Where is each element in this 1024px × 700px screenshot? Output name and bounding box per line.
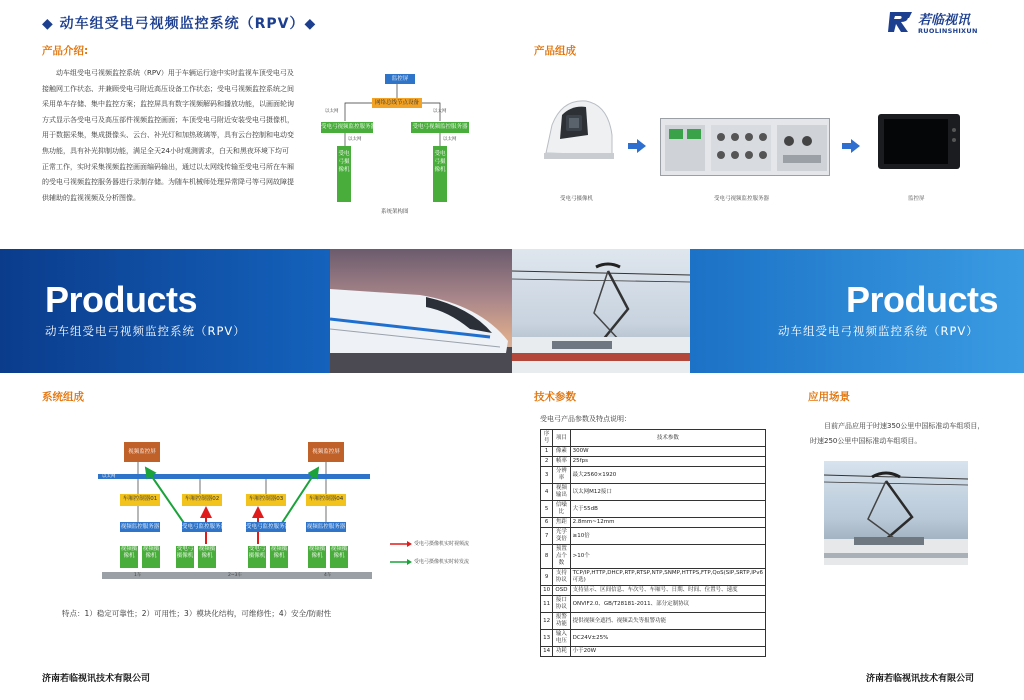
banner-left-title: Products: [45, 279, 198, 320]
legend-red-label: 受电弓摄像机实时视频流: [414, 541, 470, 547]
spec-index-cell: 5: [541, 501, 553, 518]
spec-index-cell: 9: [541, 569, 553, 586]
table-row: [541, 528, 766, 545]
pantograph-roof-icon: [824, 461, 968, 565]
spec-value-cell: >10个: [570, 545, 765, 569]
banner-right-title: Products: [846, 279, 999, 320]
spec-index-cell: 3: [541, 467, 553, 484]
monitor-button-icon: [952, 128, 956, 132]
company-logo: [888, 8, 992, 38]
arch-caption: 系统架构图: [381, 209, 409, 215]
monitor-screen-display: [884, 119, 948, 164]
table-header-cell: 序号: [541, 430, 553, 447]
server-label: 受电弓视频监控服务器: [714, 196, 770, 202]
arch-link-label: 以太网: [325, 109, 339, 114]
spec-index-cell: 12: [541, 613, 553, 630]
page-title: ◆ 动车组受电弓视频监控系统（RPV）◆: [42, 16, 317, 32]
scenario-photo: [824, 461, 968, 565]
spec-item-cell: 支持协议: [553, 569, 570, 586]
spec-index-cell: 2: [541, 457, 553, 467]
spec-index-cell: 14: [541, 647, 553, 657]
camera-box: 受电弓摄像机: [248, 546, 266, 568]
architecture-diagram: [315, 66, 485, 216]
spec-index-cell: 13: [541, 630, 553, 647]
logo-mark-icon: [888, 8, 914, 36]
table-row: [541, 569, 766, 586]
table-row: [541, 501, 766, 518]
system-heading: 系统组成: [42, 391, 84, 403]
car-label: 1车: [134, 573, 142, 578]
camera-box: 视频摄像机: [270, 546, 288, 568]
server-device-image: [660, 118, 830, 176]
pantograph-server-02: 受电弓监控服务器: [182, 524, 227, 530]
arch-link-label: 以太网: [443, 137, 457, 142]
spec-item-cell: 功耗: [553, 647, 570, 657]
train-photo: [330, 249, 512, 373]
spec-value-cell: 最大2560×1920: [570, 467, 765, 484]
spec-item-cell: 焦距: [553, 518, 570, 528]
legend-green-label: 受电弓摄像机实时转发流: [414, 559, 470, 565]
monitor-screen-image: [878, 114, 960, 169]
composition-heading: 产品组成: [534, 45, 576, 57]
spec-item-cell: 接口协议: [553, 596, 570, 613]
spec-index-cell: 8: [541, 545, 553, 569]
table-row: [541, 457, 766, 467]
arrow-right-icon: [842, 139, 860, 153]
spec-index-cell: 11: [541, 596, 553, 613]
table-header-row: [541, 430, 766, 447]
table-row: [541, 484, 766, 501]
footer-company-right: 济南若临视讯技术有限公司: [866, 674, 975, 684]
arch-server-right-box: 受电弓视频监控服务器: [411, 122, 469, 133]
arch-switch-box: 网络总线节点设备: [372, 98, 422, 108]
banner-right-subtitle: 动车组受电弓视频监控系统（RPV）: [778, 324, 979, 338]
car-controller-03: 车厢控制器03: [246, 494, 286, 506]
spec-item-cell: 预置点个数: [553, 545, 570, 569]
camera-box: 视频摄像机: [120, 546, 138, 568]
spec-value-cell: ≥10倍: [570, 528, 765, 545]
table-row: [541, 467, 766, 484]
screen-label: 监控屏: [908, 196, 925, 202]
spec-item-cell: OSD: [553, 586, 570, 596]
intro-heading: 产品介绍:: [42, 45, 89, 57]
spec-value-cell: 2.8mm~12mm: [570, 518, 765, 528]
scenario-text: 目前产品应用于时速350公里中国标准动车组项目，时速250公里中国标准动车组项目。: [810, 422, 985, 445]
spec-index-cell: 7: [541, 528, 553, 545]
video-server-04: 视频监控服务器: [306, 524, 346, 530]
camera-box: 受电弓摄像机: [176, 546, 194, 568]
video-server-01: 视频监控服务器: [120, 524, 160, 530]
camera-box: 视频摄像机: [308, 546, 326, 568]
bullet-train-icon: [330, 249, 512, 373]
car-controller-04: 车厢控制器04: [306, 494, 346, 506]
table-row: [541, 545, 766, 569]
intro-text: 动车组受电弓视频监控系统（RPV）用于车辆运行途中实时监视车顶受电弓及接触网工作状态、并兼顾受电弓附近高压设备工作状态；受电弓视频监控系统之间采用单车存储、集中监控方案；监控屏具有数字视频解码和播放功能，以画面轮询方式显示各受电弓及高压部件视频监控画面；车顶受电弓附近安装受电弓摄像机，用于数据采集，集成摄像头、云台、补光灯和加热玻璃等，具有云台控制和电动变焦功能，具有补光抑制功能，满足全天24小时观测需求，白天和黑夜环境下均可正常工作，实时采集视频监控画面编码输出，通过以太网线传输至受电弓所在车厢的受电弓视频监控服务器进行录制存储。为随车机械师处理异常降弓等弓网故障提供辅助的监视视频及分析图像。: [42, 69, 294, 202]
specs-subtitle: 受电弓产品参数及特点说明：: [540, 415, 631, 423]
table-row: [541, 613, 766, 630]
spec-item-cell: 分辨率: [553, 467, 570, 484]
car-label: 2~3车: [228, 573, 242, 578]
table-row: [541, 647, 766, 657]
logo-text-en: RUOLINSHIXUN: [918, 27, 978, 35]
table-header-cell: 技术参数: [570, 430, 765, 447]
system-diagram: [98, 438, 378, 583]
spec-value-cell: 大于55dB: [570, 501, 765, 518]
spec-value-cell: TCP/IP,HTTP,DHCP,RTP,RTSP,NTP,SNMP,HTTPS,FTP,QoS(SIP,SRTP,IPv6可选): [570, 569, 765, 586]
spec-value-cell: 以太网M12接口: [570, 484, 765, 501]
arch-camera-left-box: 受电弓摄像机: [337, 146, 351, 202]
arch-camera-right-box: 受电弓摄像机: [433, 146, 447, 202]
car-label: 4车: [324, 573, 332, 578]
spec-item-cell: 帧率: [553, 457, 570, 467]
red-flow-legend-icon: [390, 541, 412, 547]
table-row: [541, 447, 766, 457]
spec-index-cell: 4: [541, 484, 553, 501]
table-header-cell: 项目: [553, 430, 570, 447]
spec-item-cell: 像素: [553, 447, 570, 457]
specs-table-wrap: [540, 429, 766, 657]
spec-item-cell: 光学变倍: [553, 528, 570, 545]
spec-value-cell: ONVIF2.0、GB/T28181-2011、部分定制协议: [570, 596, 765, 613]
camera-device-icon: [542, 95, 616, 165]
pantograph-server-03: 受电弓监控服务器: [246, 524, 291, 530]
camera-box: 视频摄像机: [198, 546, 216, 568]
spec-value-cell: 小于20W: [570, 647, 765, 657]
specs-table-body: [541, 447, 766, 657]
arch-server-left-box: 受电弓视频监控服务器: [321, 122, 373, 133]
logo-text-cn: 若临视讯: [918, 13, 971, 28]
car-controller-01: 车厢控制器01: [120, 494, 160, 506]
camera-box: 视频摄像机: [142, 546, 160, 568]
spec-index-cell: 10: [541, 586, 553, 596]
car-controller-02: 车厢控制器02: [182, 494, 222, 506]
system-monitor-left: 视频监控屏: [124, 442, 160, 462]
specs-heading: 技术参数: [534, 391, 576, 403]
arrow-right-icon: [628, 139, 646, 153]
spec-item-cell: 信噪比: [553, 501, 570, 518]
spec-item-cell: 输入电压: [553, 630, 570, 647]
camera-box: 视频摄像机: [330, 546, 348, 568]
table-row: [541, 596, 766, 613]
pantograph-icon: [512, 249, 690, 373]
pantograph-photo: [512, 249, 690, 373]
spec-value-cell: 支持显示、区间信息、车次号、车厢号、日期、时间、位置号、速度: [570, 586, 765, 596]
spec-item-cell: 报警功能: [553, 613, 570, 630]
green-flow-legend-icon: [390, 559, 412, 565]
spec-value-cell: 25fps: [570, 457, 765, 467]
table-row: [541, 586, 766, 596]
specs-table: [540, 429, 766, 657]
spec-item-cell: 视频输出: [553, 484, 570, 501]
spec-value-cell: 提供视频全遮挡、视频丢失等报警功能: [570, 613, 765, 630]
camera-device-image: [542, 95, 616, 165]
monitor-button-icon: [952, 138, 956, 142]
scenario-heading: 应用场景: [808, 391, 850, 403]
spec-index-cell: 1: [541, 447, 553, 457]
server-device-icon: [661, 119, 831, 177]
spec-value-cell: DC24V±25%: [570, 630, 765, 647]
spec-index-cell: 6: [541, 518, 553, 528]
footer-company-left: 济南若临视讯技术有限公司: [42, 674, 151, 684]
system-bus-label: 以太网: [102, 474, 116, 479]
system-monitor-right: 视频监控屏: [308, 442, 344, 462]
arch-link-label: 以太网: [433, 109, 447, 114]
banner-left-subtitle: 动车组受电弓视频监控系统（RPV）: [45, 324, 246, 338]
arch-monitor-box: 监控屏: [385, 74, 415, 84]
system-features: 特点：1）稳定可靠性；2）可用性；3）模块化结构，可维修性；4）安全/防耐性: [62, 609, 332, 618]
table-row: [541, 630, 766, 647]
camera-label: 受电弓摄像机: [560, 196, 594, 202]
table-row: [541, 518, 766, 528]
arch-link-label: 以太网: [348, 137, 362, 142]
spec-value-cell: 300W: [570, 447, 765, 457]
